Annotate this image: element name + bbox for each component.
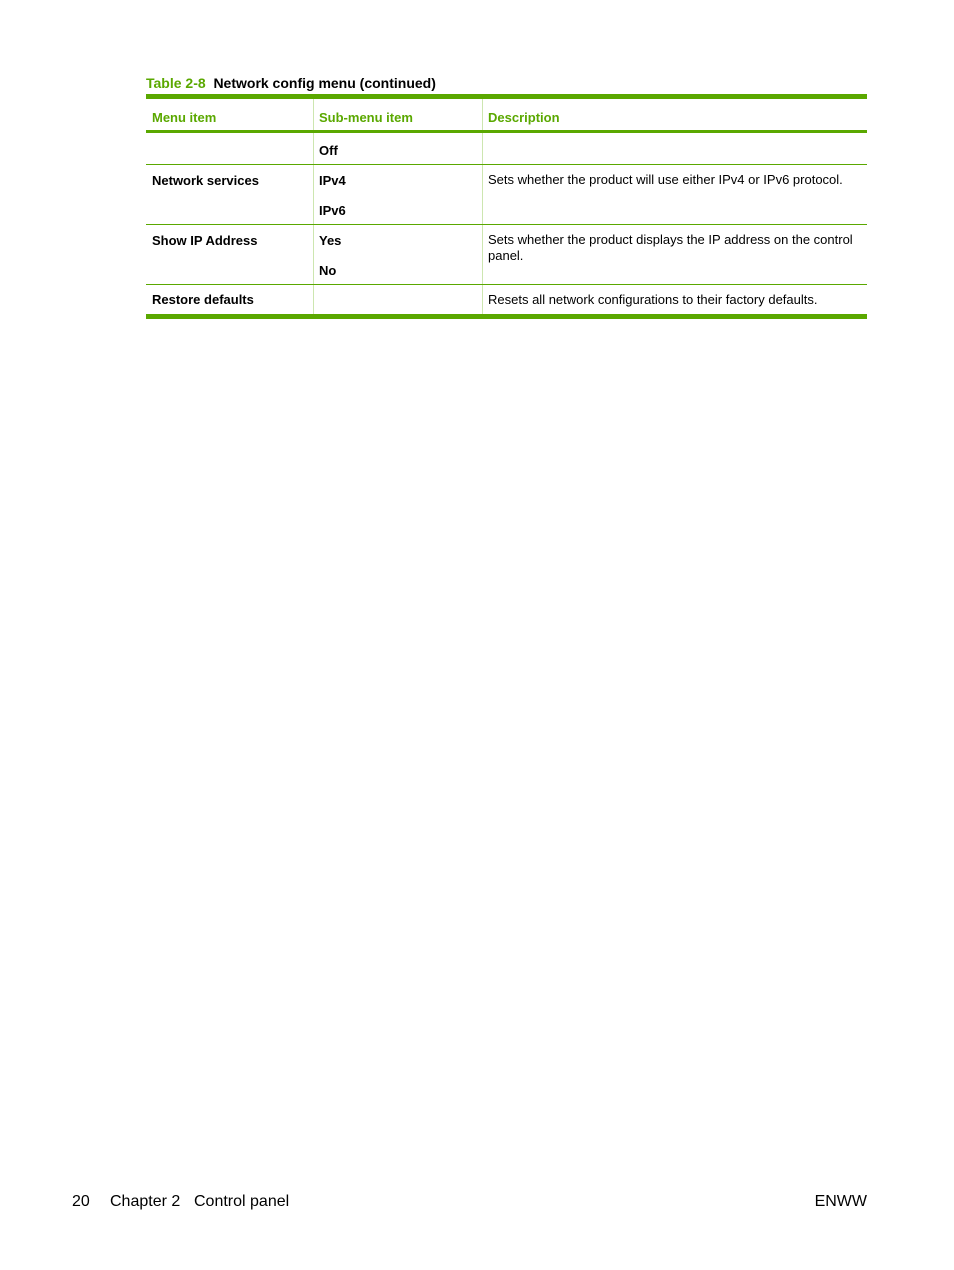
footer-section: Control panel: [194, 1193, 290, 1210]
menu-item: Restore defaults: [152, 292, 254, 307]
table-caption: [146, 75, 436, 91]
menu-item: Show IP Address: [152, 233, 258, 248]
sub-menu-item: Yes: [319, 233, 342, 248]
header-description: Description: [488, 110, 560, 125]
sub-menu-item: Off: [319, 143, 338, 158]
table-row: [146, 225, 867, 285]
column-divider: [482, 225, 483, 284]
sub-menu-item: No: [319, 263, 337, 278]
menu-item: Network services: [152, 173, 259, 188]
column-divider: [482, 165, 483, 224]
column-divider: [313, 165, 314, 224]
table-header-row: [146, 99, 867, 133]
table-row: [146, 285, 867, 314]
table-number: Table 2-8: [146, 75, 206, 91]
column-divider: [313, 133, 314, 164]
footer-locale: ENWW: [814, 1193, 867, 1210]
table-title: Network config menu (continued): [213, 75, 436, 91]
network-config-table: [146, 94, 867, 319]
page-number: 20: [72, 1193, 90, 1210]
table-row: [146, 165, 867, 225]
sub-menu-item: IPv4: [319, 173, 346, 188]
column-divider: [482, 99, 483, 130]
column-divider: [482, 133, 483, 164]
column-divider: [313, 99, 314, 130]
header-menu-item: Menu item: [152, 110, 217, 125]
table-row: [146, 133, 867, 165]
description: Resets all network configurations to their factory defaults.: [488, 292, 818, 307]
column-divider: [313, 285, 314, 314]
header-sub-menu-item: Sub-menu item: [319, 110, 413, 125]
footer-chapter: Chapter 2: [110, 1193, 181, 1210]
description: Sets whether the product displays the IP address on the control panel.: [488, 232, 853, 263]
description: Sets whether the product will use either IPv4 or IPv6 protocol.: [488, 172, 843, 187]
column-divider: [313, 225, 314, 284]
column-divider: [482, 285, 483, 314]
sub-menu-item: IPv6: [319, 203, 346, 218]
